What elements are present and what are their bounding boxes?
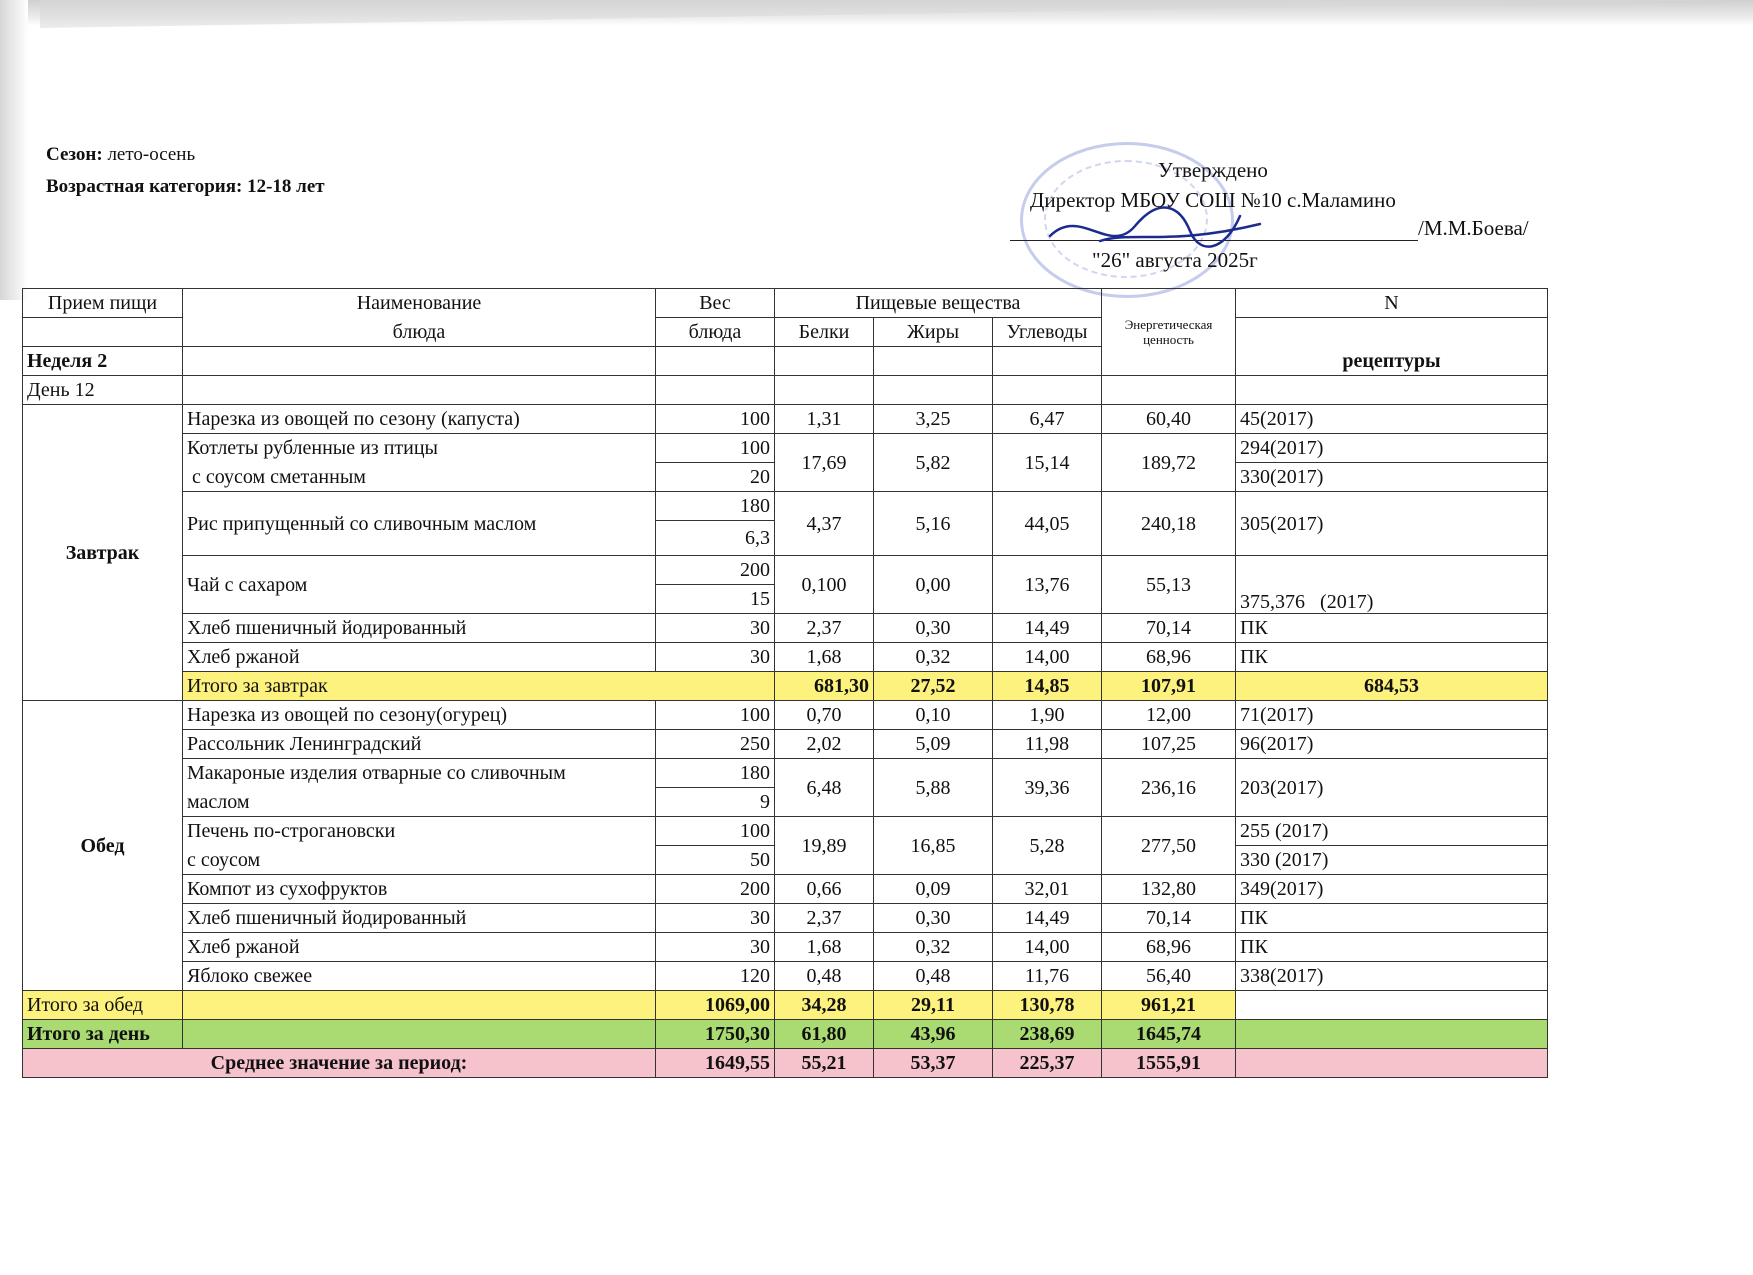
handwritten-signature <box>1040 196 1270 266</box>
dish-fat: 5,16 <box>874 492 993 556</box>
average-energy: 1555,91 <box>1102 1049 1236 1078</box>
dish-fat: 0,10 <box>874 701 993 730</box>
dish-weight: 50 <box>656 846 775 875</box>
dish-name-cont: с соусом сметанным <box>183 463 656 492</box>
dish-weight: 15 <box>656 585 775 614</box>
dish-weight: 250 <box>656 730 775 759</box>
dish-energy: 12,00 <box>1102 701 1236 730</box>
dish-protein: 1,68 <box>775 933 874 962</box>
table-header-row-2 <box>23 318 1548 347</box>
dish-recipe: 203(2017) <box>1236 759 1548 817</box>
dish-fat: 5,82 <box>874 434 993 492</box>
breakfast-total-row <box>23 672 1548 701</box>
dish-name: Хлеб ржаной <box>183 643 656 672</box>
lunch-total-weight: 1069,00 <box>656 991 775 1020</box>
dish-weight: 100 <box>656 405 775 434</box>
week-label: Неделя 2 <box>23 347 183 376</box>
dish-recipe: 349(2017) <box>1236 875 1548 904</box>
dish-recipe: 96(2017) <box>1236 730 1548 759</box>
dish-carbs: 14,00 <box>993 643 1102 672</box>
dish-carbs: 39,36 <box>993 759 1102 817</box>
dish-weight: 200 <box>656 556 775 585</box>
header-name-bottom: блюда <box>183 318 656 347</box>
dish-weight: 30 <box>656 614 775 643</box>
dish-weight: 100 <box>656 701 775 730</box>
age-label: Возрастная категория: <box>46 176 243 197</box>
dish-recipe: 305(2017) <box>1236 492 1548 556</box>
dish-name: Рис припущенный со сливочным маслом <box>183 492 656 556</box>
dish-protein: 0,100 <box>775 556 874 614</box>
dish-protein: 0,48 <box>775 962 874 991</box>
dish-carbs: 32,01 <box>993 875 1102 904</box>
average-fat: 53,37 <box>874 1049 993 1078</box>
dish-recipe: 375,376 (2017) <box>1236 556 1548 614</box>
day-label: День 12 <box>23 376 183 405</box>
dish-carbs: 14,49 <box>993 904 1102 933</box>
dish-energy: 68,96 <box>1102 643 1236 672</box>
average-protein: 55,21 <box>775 1049 874 1078</box>
empty-cell <box>183 991 656 1020</box>
season-value: лето-осень <box>107 144 196 165</box>
dish-name: Хлеб ржаной <box>183 933 656 962</box>
dish-recipe: 45(2017) <box>1236 405 1548 434</box>
dish-weight: 100 <box>656 434 775 463</box>
lunch-total-row <box>23 991 1548 1020</box>
dish-fat: 0,30 <box>874 614 993 643</box>
table-row <box>23 614 1548 643</box>
dish-weight: 30 <box>656 933 775 962</box>
dish-recipe: ПК <box>1236 904 1548 933</box>
dish-protein: 6,48 <box>775 759 874 817</box>
day-total-carbs: 238,69 <box>993 1020 1102 1049</box>
table-row <box>23 643 1548 672</box>
header-protein: Белки <box>775 318 874 347</box>
dish-energy: 55,13 <box>1102 556 1236 614</box>
dish-carbs: 14,49 <box>993 614 1102 643</box>
approval-signer: /М.М.Боева/ <box>1418 216 1529 240</box>
dish-carbs: 5,28 <box>993 817 1102 875</box>
header-weight-bottom: блюда <box>656 318 775 347</box>
dish-energy: 70,14 <box>1102 614 1236 643</box>
dish-protein: 0,66 <box>775 875 874 904</box>
dish-recipe: ПК <box>1236 614 1548 643</box>
season-line <box>46 144 195 166</box>
dish-energy: 56,40 <box>1102 962 1236 991</box>
dish-protein: 17,69 <box>775 434 874 492</box>
dish-weight: 200 <box>656 875 775 904</box>
age-value: 12-18 лет <box>247 176 325 197</box>
dish-fat: 0,32 <box>874 643 993 672</box>
table-row <box>23 405 1548 434</box>
lunch-total-protein: 34,28 <box>775 991 874 1020</box>
empty-cell <box>183 1020 656 1049</box>
breakfast-total-carbs: 107,91 <box>1102 672 1236 701</box>
dish-name: Рассольник Ленинградский <box>183 730 656 759</box>
lunch-total-fat: 29,11 <box>874 991 993 1020</box>
day-total-protein: 61,80 <box>775 1020 874 1049</box>
table-row <box>23 933 1548 962</box>
day-row <box>23 376 1548 405</box>
day-total-row <box>23 1020 1548 1049</box>
dish-name: Хлеб пшеничный йодированный <box>183 614 656 643</box>
empty-cell <box>1236 1049 1548 1078</box>
approval-title: Утверждено <box>1158 158 1268 182</box>
table-row <box>23 701 1548 730</box>
dish-weight: 100 <box>656 817 775 846</box>
dish-weight: 180 <box>656 759 775 788</box>
header-fat: Жиры <box>874 318 993 347</box>
dish-protein: 19,89 <box>775 817 874 875</box>
dish-carbs: 13,76 <box>993 556 1102 614</box>
dish-energy: 107,25 <box>1102 730 1236 759</box>
table-row <box>23 556 1548 585</box>
dish-carbs: 14,00 <box>993 933 1102 962</box>
dish-name: Чай с сахаром <box>183 556 656 614</box>
dish-name-cont: с соусом <box>183 846 656 875</box>
dish-name: Печень по-строгановски <box>183 817 656 846</box>
dish-name: Макароные изделия отварные со сливочным <box>183 759 656 788</box>
dish-energy: 60,40 <box>1102 405 1236 434</box>
breakfast-total-protein: 27,52 <box>874 672 993 701</box>
lunch-total-energy: 961,21 <box>1102 991 1236 1020</box>
dish-recipe: 255 (2017) <box>1236 817 1548 846</box>
dish-name: Нарезка из овощей по сезону (капуста) <box>183 405 656 434</box>
dish-name-cont: маслом <box>183 788 656 817</box>
table-row <box>23 962 1548 991</box>
dish-carbs: 6,47 <box>993 405 1102 434</box>
header-meal: Прием пищи <box>23 289 183 318</box>
approval-director: Директор МБОУ СОШ №10 с.Маламино <box>1030 188 1396 212</box>
age-line <box>46 176 325 198</box>
dish-name: Компот из сухофруктов <box>183 875 656 904</box>
header-recipe-bottom: рецептуры <box>1236 347 1548 376</box>
dish-protein: 2,37 <box>775 904 874 933</box>
table-row <box>23 875 1548 904</box>
dish-fat: 0,32 <box>874 933 993 962</box>
dish-fat: 3,25 <box>874 405 993 434</box>
average-label: Среднее значение за период: <box>23 1049 656 1078</box>
dish-protein: 1,31 <box>775 405 874 434</box>
table-row <box>23 759 1548 788</box>
dish-fat: 0,30 <box>874 904 993 933</box>
average-weight: 1649,55 <box>656 1049 775 1078</box>
dish-weight: 30 <box>656 904 775 933</box>
dish-carbs: 11,98 <box>993 730 1102 759</box>
header-name-top: Наименование <box>183 289 656 318</box>
dish-fat: 16,85 <box>874 817 993 875</box>
meal-lunch: Обед <box>23 701 183 991</box>
dish-carbs: 44,05 <box>993 492 1102 556</box>
dish-protein: 2,37 <box>775 614 874 643</box>
empty-cell <box>1236 1020 1548 1049</box>
dish-name: Котлеты рубленные из птицы <box>183 434 656 463</box>
table-row <box>23 904 1548 933</box>
dish-protein: 4,37 <box>775 492 874 556</box>
header-recipe-top: N <box>1236 289 1548 318</box>
menu-table <box>22 288 1548 1078</box>
dish-recipe: 338(2017) <box>1236 962 1548 991</box>
dish-energy: 132,80 <box>1102 875 1236 904</box>
breakfast-total-label: Итого за завтрак <box>183 672 775 701</box>
dish-energy: 277,50 <box>1102 817 1236 875</box>
lunch-total-carbs: 130,78 <box>993 991 1102 1020</box>
dish-protein: 1,68 <box>775 643 874 672</box>
season-label: Сезон: <box>46 144 103 165</box>
day-total-energy: 1645,74 <box>1102 1020 1236 1049</box>
dish-weight: 20 <box>656 463 775 492</box>
breakfast-total-fat: 14,85 <box>993 672 1102 701</box>
dish-carbs: 15,14 <box>993 434 1102 492</box>
header-nutrients: Пищевые вещества <box>775 289 1102 318</box>
dish-fat: 0,09 <box>874 875 993 904</box>
table-row <box>23 434 1548 463</box>
meal-breakfast: Завтрак <box>23 405 183 701</box>
header-carbs: Углеводы <box>993 318 1102 347</box>
lunch-total-label: Итого за обед <box>23 991 183 1020</box>
day-total-fat: 43,96 <box>874 1020 993 1049</box>
table-row <box>23 730 1548 759</box>
approval-date: "26" августа 2025г <box>1092 248 1258 272</box>
average-row <box>23 1049 1548 1078</box>
week-row <box>23 347 1548 376</box>
header-energy: Энергетическая ценность <box>1102 289 1236 376</box>
empty-cell <box>1236 991 1548 1020</box>
dish-weight: 30 <box>656 643 775 672</box>
dish-energy: 236,16 <box>1102 759 1236 817</box>
header-empty <box>23 318 183 347</box>
dish-name: Нарезка из овощей по сезону(огурец) <box>183 701 656 730</box>
scan-edge-left <box>0 0 28 300</box>
dish-fat: 5,09 <box>874 730 993 759</box>
header-empty <box>1236 318 1548 347</box>
dish-name: Яблоко свежее <box>183 962 656 991</box>
dish-recipe: 71(2017) <box>1236 701 1548 730</box>
dish-recipe: 330(2017) <box>1236 463 1548 492</box>
dish-weight: 180 <box>656 492 775 521</box>
dish-fat: 5,88 <box>874 759 993 817</box>
breakfast-total-energy: 684,53 <box>1236 672 1548 701</box>
dish-energy: 70,14 <box>1102 904 1236 933</box>
table-row <box>23 817 1548 846</box>
dish-name: Хлеб пшеничный йодированный <box>183 904 656 933</box>
dish-weight: 120 <box>656 962 775 991</box>
day-total-label: Итого за день <box>23 1020 183 1049</box>
dish-fat: 0,00 <box>874 556 993 614</box>
breakfast-total-weight: 681,30 <box>775 672 874 701</box>
dish-protein: 2,02 <box>775 730 874 759</box>
dish-recipe: ПК <box>1236 643 1548 672</box>
table-header-row <box>23 289 1548 318</box>
dish-recipe: ПК <box>1236 933 1548 962</box>
dish-energy: 68,96 <box>1102 933 1236 962</box>
day-total-weight: 1750,30 <box>656 1020 775 1049</box>
header-weight-top: Вес <box>656 289 775 318</box>
dish-recipe: 330 (2017) <box>1236 846 1548 875</box>
dish-fat: 0,48 <box>874 962 993 991</box>
dish-carbs: 1,90 <box>993 701 1102 730</box>
average-carbs: 225,37 <box>993 1049 1102 1078</box>
dish-recipe: 294(2017) <box>1236 434 1548 463</box>
scan-fold-shadow <box>40 0 1740 28</box>
dish-weight: 6,3 <box>656 521 775 556</box>
dish-energy: 189,72 <box>1102 434 1236 492</box>
dish-weight: 9 <box>656 788 775 817</box>
dish-carbs: 11,76 <box>993 962 1102 991</box>
table-row <box>23 492 1548 521</box>
dish-protein: 0,70 <box>775 701 874 730</box>
dish-energy: 240,18 <box>1102 492 1236 556</box>
